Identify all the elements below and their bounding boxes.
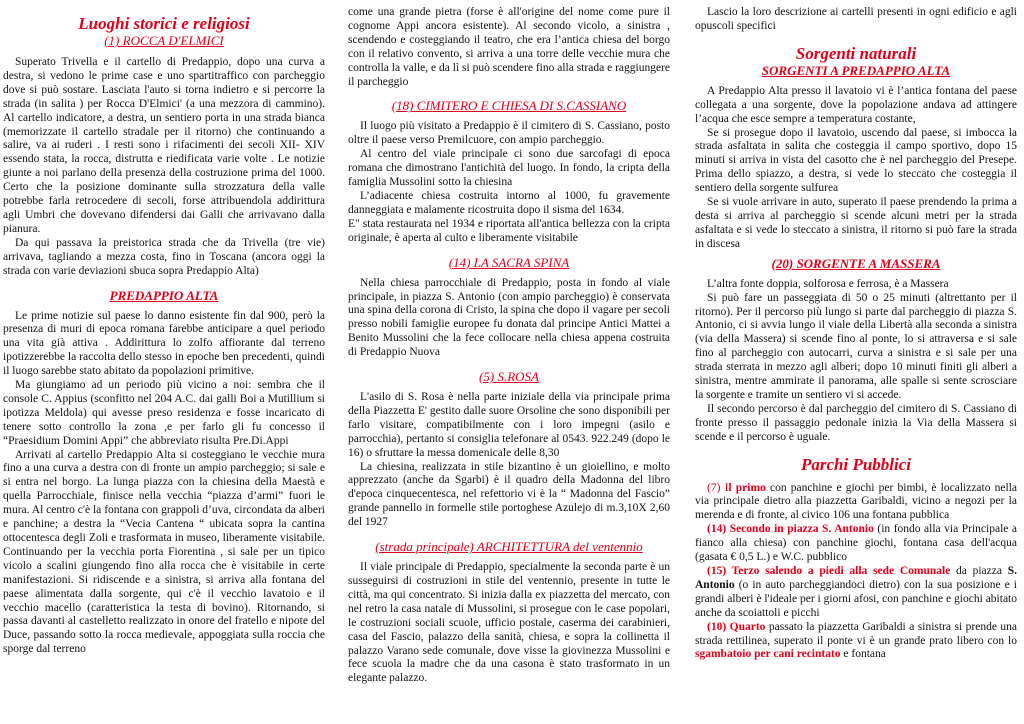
paragraph-park-3 (695, 565, 1017, 621)
paragraph: Ma giungiamo ad un periodo più vicino a noi: sembra che il console C. Appius (sconfitto nel 204 A.C. dai galli Boi a Mutillium si ipotizza Meldola) qui avesse preso residenza e fosse incaricato di tenere sotto controllo la zona ,e per farlo gli fu concesso il “Praesidium Domini Appi” che abbreviato risulta Pre.Di.Appi (3, 379, 325, 447)
heading-predappio-alta: PREDAPPIO ALTA (109, 287, 219, 303)
paragraph: Nella chiesa parrocchiale di Predappio, posta in fondo al viale principale, in piazza S. Antonio (con ampio parcheggio) è conservata una spina della corona di Cristo, la spina che dopo il vagare per secoli presso nobili famiglie europee fu donata dal principe Antici Mattei a Benito Mussolini che la fece collocare nella chiesa appena costruita di Predappio Nuova (348, 276, 670, 359)
paragraph: E" stata restaurata nel 1934 e riportata all'antica bellezza con la cripta originale, è aperta al culto e liberamente visitabile (348, 217, 670, 244)
park-3-text-2: (o in auto parcheggiandoci dietro) con la sua posizione e i grandi alberi è l'ideale per i giorni afosi, con panchine e giochi abitato anche da scoiattoli e picchi (695, 578, 1017, 619)
paragraph: Da qui passava la preistorica strada che da Trivella (tre vie) arrivava, tagliando a mezza costa, fino in Toscana (ancora oggi la strada con varie deviazioni sbuca sopra Predappio Alta) (3, 236, 325, 277)
park-2-label: (14) Secondo in piazza S. Antonio (707, 523, 874, 536)
park-4-text-2: e fontana (840, 648, 886, 661)
section-title-luoghi: Luoghi storici e religiosi (78, 14, 250, 33)
section-title-sorgenti: Sorgenti naturali (795, 43, 917, 63)
heading-cimitero: (18) CIMITERO E CHIESA DI S.CASSIANO (391, 98, 627, 114)
paragraph-park-2 (695, 523, 1017, 565)
section-title-parchi: Parchi Pubblici (800, 454, 912, 474)
paragraph: Se si prosegue dopo il lavatoio, uscendo dal paese, si imbocca la strada asfaltata in salita che costeggia il campo sportivo, dopo 15 minuti si arriva in vista del casotto che è nel parcheggio del Presepe. Prima dello spiazzo, a destra, si vede lo steccato che costeggia il sentiero della sorgente sulfurea (695, 126, 1017, 195)
column-2 (348, 6, 670, 686)
paragraph: Il viale principale di Predappio, specialmente la seconda parte è un susseguirsi di costruzioni in stile del ventennio, presente in tutte le città, ma qui concentrato. Si inizia dalla ex piazzetta del mercato, con nel retro la casa natale di Mussolini, si prosegue con le case popolari, le costruzioni sociali scuole, ufficio postale, caserma dei carabinieri, casa del Fascio, palazzo della sanità, chiesa, e sopra la collinetta il palazzo Varano sede comunale, dove visse la giovinezza Mussolini e fece scuola la madre che da una casona è stato trasformato in un elegante palazzo. (348, 561, 670, 685)
park-3-place: S. Antonio (695, 565, 1017, 591)
heading-sacra-spina: (14) LA SACRA SPINA (448, 254, 570, 270)
paragraph: Lascio la loro descrizione ai cartelli presenti in ogni edificio e agli opuscoli specifici (695, 6, 1017, 32)
paragraph: L’adiacente chiesa costruita intorno al 1000, fu gravemente danneggiata e malamente ricostruita dopo il sisma del 1634. (348, 189, 670, 216)
park-2-text: (in fondo alla via Principale a fianco alla chiesa) con panchine giochi, fontana casa dell'acqua (gasata € 0,5 L.) e W.C. pubblico (695, 523, 1018, 564)
paragraph: La chiesina, realizzata in stile bizantino è un gioiellino, e molto apprezzato (anche da Sgarbi) è il quadro della Madonna del libro d'epoca cinquecentesca, nel refettorio vi è la “ Madonna del Fascio” grande pannello in formelle stile portoghese Azulejo di m.3,10X 2,60 del 1927 (348, 460, 670, 529)
paragraph: Al centro del viale principale ci sono due sarcofagi di epoca romana che dimostrano l'antichità del luogo. In fondo, la cripta della famiglia Mussolini sotto la chiesina (348, 148, 670, 189)
park-1-number: (7) I (707, 481, 729, 494)
column-1 (3, 6, 325, 657)
paragraph: L'asilo di S. Rosa è nella parte iniziale della via principale prima della Piazzetta E' gestito dalle suore Orsoline che sono disponibili per farlo visitare, compatibilmente con i loro impegni (asilo e parrocchia), pertanto si consiglia telefonare al 0543. 922.249 (dopo le 16) o sfruttare la messa domenicale delle 8,30 (348, 391, 670, 459)
paragraph: Il luogo più visitato a Predappio è il cimitero di S. Cassiano, posto oltre il paese verso Premilcuore, con ampio parcheggio. (348, 120, 670, 147)
paragraph: Se si vuole arrivare in auto, superato il paese prendendo la prima a desta si arriva al parcheggio si scende alcuni metri per la strada asfaltata e si vede lo steccato a sinistra, il ritorno si può fare la strada in discesa (695, 196, 1017, 250)
paragraph-park-4 (695, 621, 1017, 663)
park-3-text: da piazza (950, 565, 1008, 577)
heading-s-rosa: (5) S.ROSA (479, 369, 539, 385)
paragraph-park-1 (695, 482, 1017, 524)
paragraph: Arrivati al cartello Predappio Alta si costeggiano le vecchie mura fino a una curva a destra con di fronte un ampio parcheggio; si sale e si entra nel borgo. La lunga piazza con la chiesina della Maestà e quella Parrocchiale, finisce nella vecchia “piazza d’armi” fuori le mura. Al centro c'è la fontana con grappoli d’uva, circondata da alberi e panchine; a destra la “Vecia Cantena “ ubicata sopra la cantina ottocentesca degli Zoli e trasformata in museo, liberamente visitabile. Continuando per la vecchia porta Fiorentina , si sale per un tipico vicolo a scalini giungendo fino alla rocca che è visitabile in certe manifestazioni. Si ridiscende e a sinistra, si arriva alla fontana del paese alimentata dalla sorgente, qui c'è il vecchio lavatoio e il vecchio macello (caratteristica la testa di bovino). Ritornando, si passa davanti al castelletto realizzato in onore del fratello e nipote del Duce, passando sotto la rocca medievale, appoggiata sulla roccia che sporge dal terreno (3, 448, 325, 656)
paragraph: Superato Trivella e il cartello di Predappio, dopo una curva a destra, si vedono le prime case e uno spartitraffico con parcheggio dove si può sostare. Lasciata l'auto si torna indietro e si percorre la strada (in salita ) per Rocca D'Elmici' (a una mezzora di cammino). Al cartello indicatore, a destra, un sentiero porta in una strada bianca (memorizzate il cartello stradale per il ritorno) che continuando a salire, va ai ruderi . I resti sono i rifacimenti dei secoli XII- XIV essendo stata, la rocca, distrutta e riedificata varie volte . Le notizie giunte a noi parlano della presenza della costruzione prima del 1000. Certo che la posizione dominante sulla strozzatura della valle potrebbe farla retrocedere di secoli, forse attribuendola addirittura agli Umbri che dovevano difendersi dai Galli che arrivavano dalla pianura. (3, 56, 325, 235)
column-3 (695, 6, 1017, 662)
paragraph: Il secondo percorso è dal parcheggio del cimitero di S. Cassiano di fronte presso il passaggio pedonale inizia la Via della Massera si scende e il percorso è uguale. (695, 402, 1017, 443)
park-4-highlight: sgambatoio per cani recintato (695, 648, 841, 661)
paragraph: L’altra fonte doppia, solforosa e ferrosa, è a Massera (707, 277, 949, 290)
heading-massera: (20) SORGENTE A MASSERA (771, 255, 941, 271)
paragraph: Le prime notizie sul paese lo danno esistente fin dal 900, però la presenza di muri di epoca romana farebbe anticipare a quel periodo una vita già attiva . Addirittura lo zolfo affiorante dal terreno ipotizzerebbe la raccolta dello stesso in epoche ben precedenti, quindi il luogo sarebbe stato abitato da popolazioni primitive. (3, 309, 325, 378)
park-1-label: l primo (728, 481, 766, 494)
subtitle-sorgenti-alta: SORGENTI A PREDAPPIO ALTA (761, 62, 951, 78)
park-1-text: con panchine e giochi per bimbi, è localizzato nella via principale dietro alla piazzetta Garibaldi, vicino a negozi per la merenda e di fronte, al civico 106 una fontana pubblica (695, 481, 1017, 522)
park-3-label: (15) Terzo salendo a piedi alla sede Comunale (707, 565, 951, 577)
paragraph: come una grande pietra (forse è all'origine del nome come pure il cognome Appi ancora esistente). Al secondo vicolo, a sinistra , scendendo e costeggiando il teatro, che era l’antica chiesa del borgo con il relativo convento, si arriva a una torre delle vecchie mura che controlla la valle, e da lì si può scendere fino alla strada e raggiungere il parcheggio (348, 6, 670, 88)
paragraph: Si può fare un passeggiata di 50 o 25 minuti (altrettanto per il ritorno). Per il percorso più lungo si parte dal parcheggio di piazza S. Antonio, ci si avvia lungo il viale della Libertà alla seconda a sinistra (via della Massera) si scende fino al ponte, lo si attraversa e si sale fino al parcheggio con autocarri, curva a sinistra e si sale per una strada sterrata in mezzo agli alberi; dopo 10 minuti finiti gli alberi a sinistra, mentre ammirate il panorama, alle spalle si sente scrosciare la sorgente e tramite un sentiero vi si accede. (695, 291, 1017, 401)
paragraph: A Predappio Alta presso il lavatoio vi è l’antica fontana del paese collegata a una sorgente, dove la popolazione andava ad attingere l’acqua che esce sempre a temperatura costante, (695, 84, 1017, 125)
subtitle-rocca: (1) ROCCA D'ELMICI (104, 33, 224, 48)
park-4-text: passato la piazzetta Garibaldi a sinistra si prende una strada rettilinea, superato il ponte vi è un grande prato libero con lo (695, 620, 1018, 647)
park-4-label: (10) Quarto (707, 620, 766, 633)
heading-architettura: (strada principale) ARCHITETTURA del ventennio (375, 539, 643, 555)
